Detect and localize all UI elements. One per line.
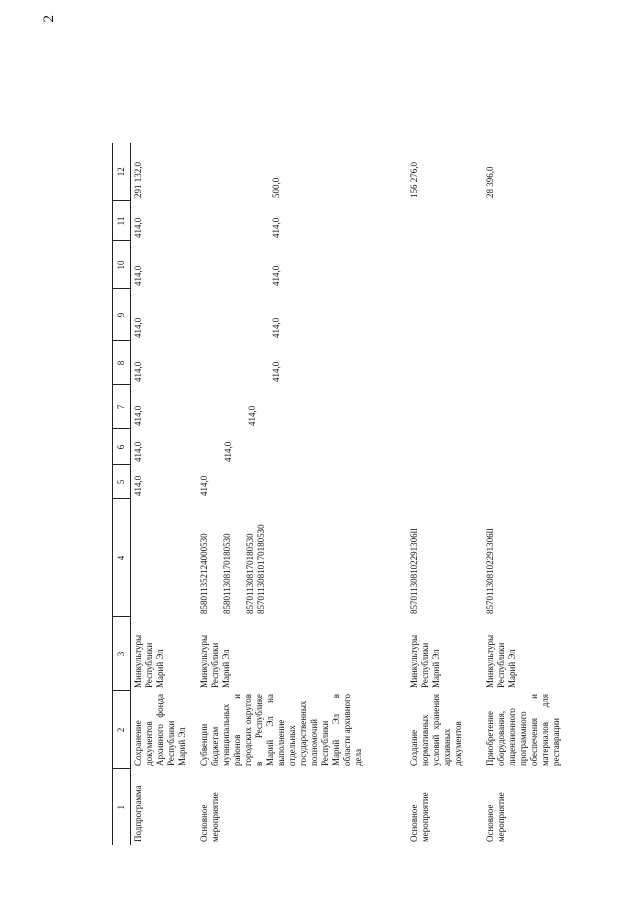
row-code: 857011308102291306ll <box>484 528 495 614</box>
col-header-10: 10 <box>113 241 131 289</box>
value-cell <box>407 289 483 341</box>
value-cell: 414,0 <box>133 265 143 286</box>
table-row <box>197 143 407 845</box>
value-cell <box>407 385 483 429</box>
value-cell <box>483 341 573 385</box>
value-cell <box>483 241 573 289</box>
value-cell: 414,0 <box>133 361 143 382</box>
row-name: Приобретение оборудования, лицензионного программного обеспечения и материалов для реставрации <box>484 694 561 766</box>
value-cell <box>407 465 483 499</box>
row-type: Основное мероприятие <box>484 792 506 842</box>
table-row <box>407 143 483 845</box>
value-cell: 500,0 <box>270 177 281 198</box>
value-cell <box>483 429 573 465</box>
value-cell <box>407 429 483 465</box>
row-code: 858011352124000530 <box>198 533 209 614</box>
col-header-11: 11 <box>113 201 131 241</box>
value-cell: 414,0 <box>222 441 233 462</box>
row-executor: Минкультуры Республики Марий Эл <box>484 634 517 688</box>
value-cell: 414,0 <box>198 475 209 496</box>
value-cell: 414,0 <box>133 441 143 462</box>
value-cell: 414,0 <box>133 217 143 238</box>
row-type: Подпрограмма <box>133 785 143 842</box>
value-cell: 414,0 <box>270 265 281 286</box>
row-code: 857011308101701805З0 <box>255 524 266 614</box>
col-header-7: 7 <box>113 385 131 429</box>
value-cell: 291 132,0 <box>133 162 143 198</box>
col-header-6: 6 <box>113 429 131 465</box>
value-cell: 414,0 <box>270 361 281 382</box>
row-executor: Минкультуры Республики Марий Эл <box>408 634 441 688</box>
value-cell: 156 276,0 <box>408 162 419 198</box>
value-cell <box>483 201 573 241</box>
row-name: Субвенции бюджетам муниципальных районов и городских округов в Республике Марий Эл на выполнение отдельных государственных полномочий Республики Марий Эл в области архивного дела <box>198 694 363 766</box>
column-number-row <box>113 143 131 845</box>
value-cell: 28 396,0 <box>484 166 495 198</box>
row-code: 857011308170180530 <box>244 533 255 614</box>
row-code: 857011308102291306ll <box>408 528 419 614</box>
col-header-1: 1 <box>113 769 131 845</box>
col-header-3: 3 <box>113 617 131 691</box>
page-number: 2 <box>41 15 57 23</box>
row-executor: Минкультуры Республики Марий Эл <box>133 634 165 688</box>
budget-table <box>112 143 573 845</box>
value-cell: 414,0 <box>246 405 257 426</box>
value-cell: 414,0 <box>133 475 143 496</box>
col-header-5: 5 <box>113 465 131 499</box>
row-type: Основное мероприятие <box>198 792 220 842</box>
col-header-12: 12 <box>113 143 131 201</box>
value-cell: 414,0 <box>133 405 143 426</box>
row-type: Основное мероприятие <box>408 792 430 842</box>
value-cell <box>407 201 483 241</box>
col-header-2: 2 <box>113 691 131 769</box>
col-header-9: 9 <box>113 289 131 341</box>
row-name: Создание нормативных условий хранения архивных документов <box>408 694 463 766</box>
table-row <box>131 143 197 845</box>
value-cell: 414,0 <box>270 217 281 238</box>
value-cell: 414,0 <box>133 317 143 338</box>
value-cell: 414,0 <box>270 317 281 338</box>
value-cell <box>483 385 573 429</box>
col-header-4: 4 <box>113 499 131 617</box>
value-cell <box>407 341 483 385</box>
row-codes <box>197 499 407 617</box>
value-cell <box>483 465 573 499</box>
row-code <box>131 499 197 617</box>
row-executor: Минкультуры Республики Марий Эл <box>198 634 231 688</box>
value-cell <box>483 289 573 341</box>
col-header-8: 8 <box>113 341 131 385</box>
value-cell <box>407 241 483 289</box>
table-row <box>483 143 573 845</box>
row-code: 858011308170180530 <box>221 533 232 614</box>
row-name: Сохранение документов Архивного фонда Республики Марий Эл <box>133 694 187 766</box>
